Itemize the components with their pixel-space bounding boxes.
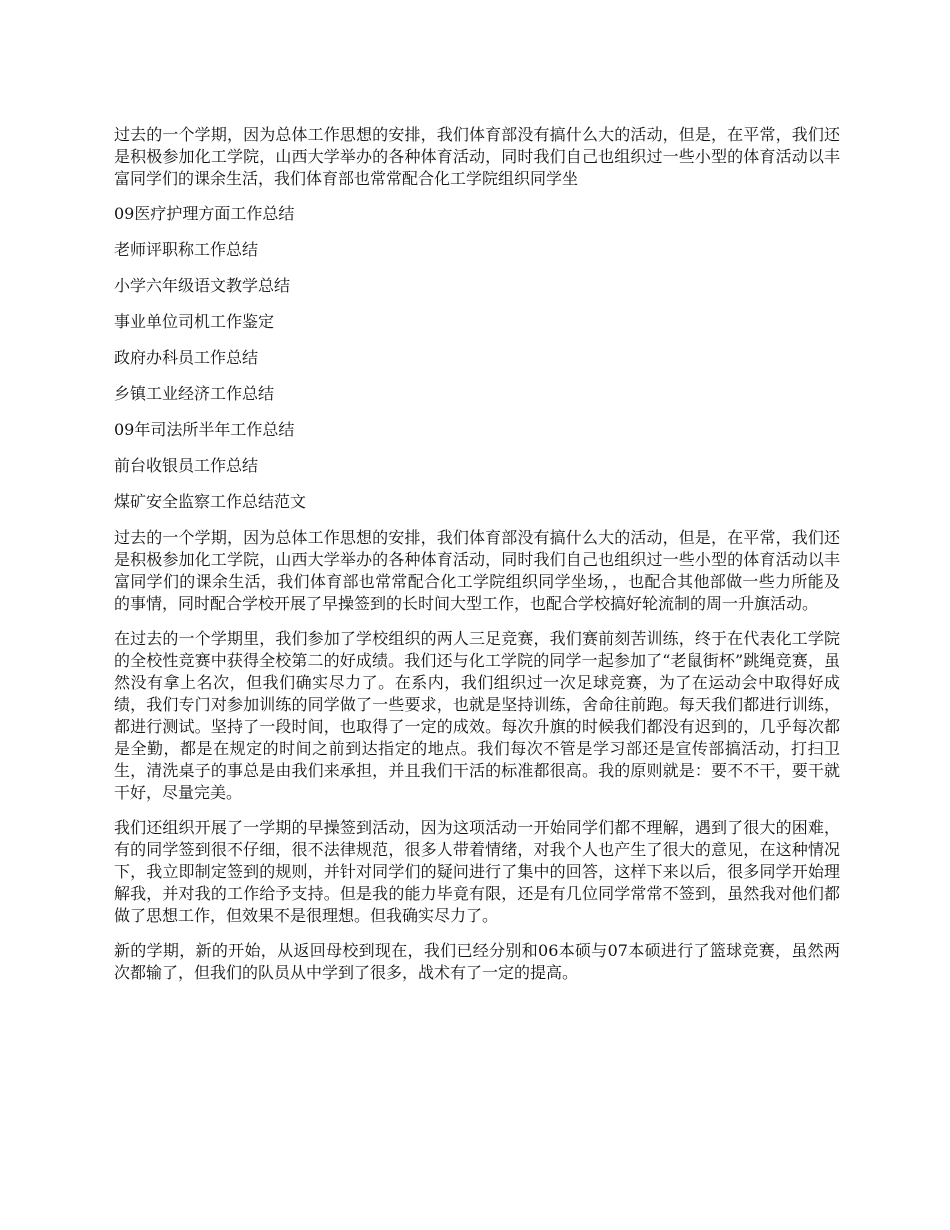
related-title: 煤矿安全监察工作总结范文	[114, 492, 307, 511]
body-paragraph: 新的学期，新的开始，从返回母校到现在，我们已经分别和06本硕与07本硕进行了篮球竞赛，虽然两次都输了，但我们的队员从中学到了很多，战术有了一定的提高。	[114, 941, 840, 982]
intro-paragraph: 过去的一个学期，因为总体工作思想的安排，我们体育部没有搞什么大的活动，但是，在平常，我们还是积极参加化工学院，山西大学举办的各种体育活动，同时我们自己也组织过一些小型的体育活动以丰富同学们的课余生活，我们体育部也常常配合化工学院组织同学坐	[114, 125, 840, 188]
related-title: 09年司法所半年工作总结	[114, 420, 295, 439]
related-title: 老师评职称工作总结	[114, 240, 259, 259]
related-titles-list	[114, 203, 840, 513]
body-paragraph: 过去的一个学期，因为总体工作思想的安排，我们体育部没有搞什么大的活动，但是，在平常，我们还是积极参加化工学院，山西大学举办的各种体育活动，同时我们自己也组织过一些小型的体育活动以丰富同学们的课余生活，我们体育部也常常配合化工学院组织同学坐场，，也配合其他部做一些力所能及的事情，同时配合学校开展了早操签到的长时间大型工作，也配合学校搞好轮流制的周一升旗活动。	[114, 528, 840, 613]
related-title: 09医疗护理方面工作总结	[114, 204, 295, 223]
related-title: 前台收银员工作总结	[114, 456, 259, 475]
related-title: 乡镇工业经济工作总结	[114, 384, 275, 403]
related-title: 小学六年级语文教学总结	[114, 276, 291, 295]
related-title: 政府办科员工作总结	[114, 348, 259, 367]
related-title: 事业单位司机工作鉴定	[114, 312, 275, 331]
body-paragraph: 在过去的一个学期里，我们参加了学校组织的两人三足竞赛，我们赛前刻苦训练，终于在代表化工学院的全校性竞赛中获得全校第二的好成绩。我们还与化工学院的同学一起参加了“老鼠街杯”跳绳竞赛，虽然没有拿上名次，但我们确实尽力了。在系内，我们组织过一次足球竞赛，为了在运动会中取得好成绩，我们专门对参加训练的同学做了一些要求，也就是坚持训练，舍命往前跑。每天我们都进行训练，都进行测试。坚持了一段时间，也取得了一定的成效。每次升旗的时候我们都没有迟到的，几乎每次都是全勤，都是在规定的时间之前到达指定的地点。我们每次不管是学习部还是宣传部搞活动，打扫卫生，清洗桌子的事总是由我们来承担，并且我们干活的标准都很高。我的原则就是：要不不干，要干就干好，尽量完美。	[114, 629, 840, 802]
body-paragraph: 我们还组织开展了一学期的早操签到活动，因为这项活动一开始同学们都不理解，遇到了很大的困难，有的同学签到很不仔细，很不法律规范，很多人带着情绪，对我个人也产生了很大的意见，在这种情况下，我立即制定签到的规则，并针对同学们的疑问进行了集中的回答，这样下来以后，很多同学开始理解我，并对我的工作给予支持。但是我的能力毕竟有限，还是有几位同学常常不签到，虽然我对他们都做了思想工作，但效果不是很理想。但我确实尽力了。	[114, 818, 840, 925]
document-page	[114, 124, 840, 997]
